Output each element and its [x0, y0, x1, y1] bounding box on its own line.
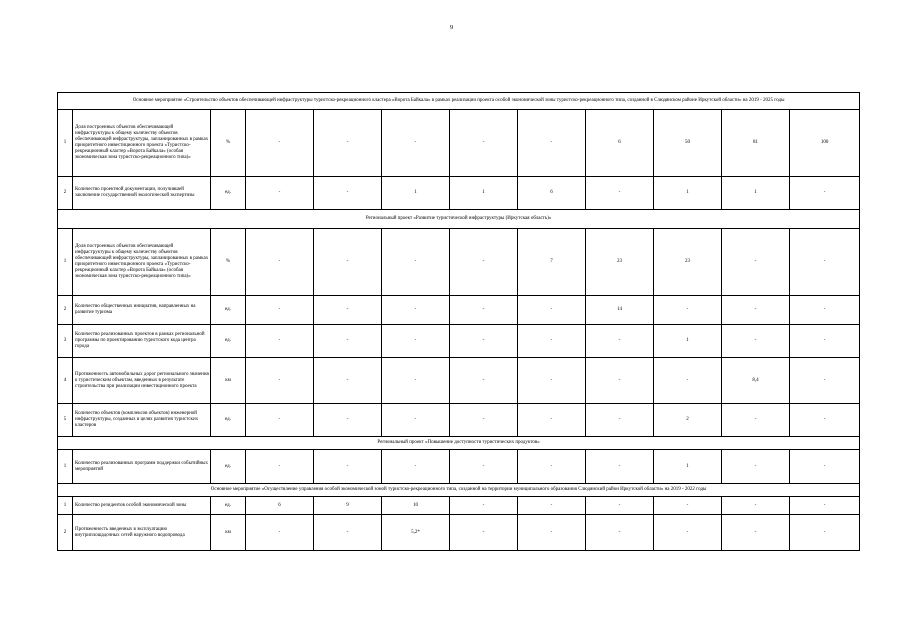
section-title: Региональный проект «Развитие туристической инфраструктуры (Иркутская область)»: [58, 210, 860, 229]
value-cell: -: [654, 515, 722, 551]
value-cell: 23: [586, 229, 654, 296]
value-cell: -: [722, 497, 790, 515]
row-number: 2: [58, 177, 73, 210]
section-title: Основное мероприятие «Осуществление управления особой экономической зоной туристско-рекреационного типа, созданной на территории муниципального образования Слюдянский район Иркутской области» на 2019 - 2022 годы: [58, 484, 860, 497]
value-cell: 14: [586, 296, 654, 325]
value-cell: -: [314, 515, 382, 551]
value-cell: -: [450, 325, 518, 358]
value-cell: -: [314, 325, 382, 358]
value-cell: -: [722, 325, 790, 358]
value-cell: -: [450, 450, 518, 484]
value-cell: -: [518, 110, 586, 177]
unit-cell: ед.: [211, 296, 246, 325]
value-cell: -: [790, 325, 860, 358]
indicator-name: Количество резидентов особой экономической зоны: [73, 497, 211, 515]
row-number: 3: [58, 325, 73, 358]
value-cell: -: [586, 497, 654, 515]
unit-cell: км: [211, 515, 246, 551]
value-cell: -: [450, 404, 518, 437]
unit-cell: ед.: [211, 177, 246, 210]
indicator-table: [57, 92, 860, 551]
value-cell: -: [518, 497, 586, 515]
table-row: [58, 177, 860, 210]
value-cell: 81: [722, 110, 790, 177]
indicator-name: Количество реализованных программ поддержки событийных мероприятий: [73, 450, 211, 484]
value-cell: 9: [314, 497, 382, 515]
value-cell: -: [586, 358, 654, 404]
section-header-row: [58, 484, 860, 497]
value-cell: -: [382, 229, 450, 296]
section-title: Региональный проект «Повышение доступности туристических продуктов»: [58, 437, 860, 450]
value-cell: -: [450, 497, 518, 515]
unit-cell: %: [211, 110, 246, 177]
value-cell: 7: [518, 229, 586, 296]
value-cell: -: [790, 515, 860, 551]
value-cell: -: [722, 296, 790, 325]
indicator-name: Протяженность автомобильных дорог регионального значения к туристическим объектам, введенных в результате строительства при реализации инвестиционного проекта: [73, 358, 211, 404]
value-cell: -: [654, 296, 722, 325]
indicator-name: Количество общественных инициатив, направленных на развитие туризма: [73, 296, 211, 325]
table-row: [58, 358, 860, 404]
row-number: 5: [58, 404, 73, 437]
value-cell: -: [586, 404, 654, 437]
table-row: [58, 296, 860, 325]
table-row: [58, 229, 860, 296]
value-cell: -: [314, 110, 382, 177]
value-cell: -: [246, 177, 314, 210]
unit-cell: ед.: [211, 450, 246, 484]
value-cell: -: [246, 450, 314, 484]
value-cell: -: [518, 450, 586, 484]
value-cell: -: [586, 325, 654, 358]
indicator-name: Количество проектной документации, получившей заключение государственной экологической экспертизы: [73, 177, 211, 210]
unit-cell: ед.: [211, 325, 246, 358]
value-cell: 5,2*: [382, 515, 450, 551]
table-row: [58, 325, 860, 358]
table-row: [58, 110, 860, 177]
value-cell: -: [314, 296, 382, 325]
value-cell: 1: [450, 177, 518, 210]
value-cell: -: [518, 404, 586, 437]
value-cell: -: [246, 358, 314, 404]
value-cell: -: [790, 177, 860, 210]
row-number: 2: [58, 296, 73, 325]
value-cell: -: [722, 229, 790, 296]
value-cell: -: [790, 358, 860, 404]
value-cell: 1: [654, 325, 722, 358]
value-cell: -: [518, 325, 586, 358]
unit-cell: ед.: [211, 404, 246, 437]
value-cell: -: [790, 450, 860, 484]
value-cell: 6: [586, 110, 654, 177]
value-cell: -: [314, 229, 382, 296]
value-cell: 1: [382, 177, 450, 210]
value-cell: -: [722, 404, 790, 437]
value-cell: -: [450, 110, 518, 177]
value-cell: 6: [518, 177, 586, 210]
section-title: Основное мероприятие «Строительство объектов обеспечивающей инфраструктуры туристско-рекреационного кластера «Ворота Байкала» в рамках реализации проекта особой экономической зоны туристско-рекреационного типа, созданной в Слюдянском районе Иркутской области» на 2019 - 2025 годы: [58, 93, 860, 110]
value-cell: -: [382, 296, 450, 325]
row-number: 1: [58, 110, 73, 177]
value-cell: -: [654, 497, 722, 515]
value-cell: 6: [246, 497, 314, 515]
value-cell: -: [246, 404, 314, 437]
value-cell: -: [314, 177, 382, 210]
value-cell: -: [382, 450, 450, 484]
value-cell: -: [382, 404, 450, 437]
value-cell: -: [382, 325, 450, 358]
indicator-name: Количество реализованных проектов в рамках региональной программы по проектированию туристского кода центра города: [73, 325, 211, 358]
value-cell: -: [314, 358, 382, 404]
value-cell: 1: [654, 177, 722, 210]
value-cell: 23: [654, 229, 722, 296]
table-row: [58, 404, 860, 437]
value-cell: -: [246, 515, 314, 551]
row-number: 1: [58, 450, 73, 484]
value-cell: -: [314, 450, 382, 484]
value-cell: -: [586, 450, 654, 484]
value-cell: -: [246, 296, 314, 325]
value-cell: -: [518, 358, 586, 404]
section-header-row: [58, 210, 860, 229]
value-cell: 10: [382, 497, 450, 515]
value-cell: -: [450, 229, 518, 296]
value-cell: -: [450, 296, 518, 325]
value-cell: -: [722, 515, 790, 551]
value-cell: 50: [654, 110, 722, 177]
section-header-row: [58, 437, 860, 450]
value-cell: -: [246, 325, 314, 358]
indicator-name: Доля построенных объектов обеспечивающей инфраструктуры к общему количеству объектов обеспечивающей инфраструктуры, запланированных в рамках приоритетного инвестиционного проекта «Туристско-рекреационный кластер «Ворота Байкала» (особая экономическая зона туристско-рекреационного типа)»: [73, 110, 211, 177]
value-cell: -: [382, 110, 450, 177]
indicator-name: Доля построенных объектов обеспечивающей инфраструктуры к общему количеству объектов обеспечивающей инфраструктуры, запланированных в рамках приоритетного инвестиционного проекта «Туристско-рекреационный кластер «Ворота Байкала» (особая экономическая зона туристско-рекреационного типа)»: [73, 229, 211, 296]
indicator-name: Протяженность введенных в эксплуатацию внутриплощадочных сетей наружного водопровода: [73, 515, 211, 551]
value-cell: 8,4: [722, 358, 790, 404]
table-row: [58, 515, 860, 551]
value-cell: -: [518, 515, 586, 551]
value-cell: 1: [654, 450, 722, 484]
value-cell: -: [450, 358, 518, 404]
value-cell: -: [518, 296, 586, 325]
table-row: [58, 450, 860, 484]
value-cell: -: [790, 229, 860, 296]
value-cell: -: [790, 296, 860, 325]
unit-cell: ед.: [211, 497, 246, 515]
value-cell: 2: [654, 404, 722, 437]
value-cell: -: [246, 110, 314, 177]
value-cell: -: [654, 358, 722, 404]
value-cell: -: [790, 497, 860, 515]
table-row: [58, 497, 860, 515]
value-cell: -: [790, 404, 860, 437]
value-cell: -: [586, 177, 654, 210]
unit-cell: км: [211, 358, 246, 404]
value-cell: -: [722, 450, 790, 484]
page-number: 9: [449, 24, 454, 31]
unit-cell: %: [211, 229, 246, 296]
value-cell: -: [382, 358, 450, 404]
value-cell: 1: [722, 177, 790, 210]
value-cell: -: [246, 229, 314, 296]
value-cell: -: [314, 404, 382, 437]
row-number: 1: [58, 497, 73, 515]
value-cell: -: [586, 515, 654, 551]
value-cell: -: [450, 515, 518, 551]
row-number: 1: [58, 229, 73, 296]
row-number: 4: [58, 358, 73, 404]
value-cell: 100: [790, 110, 860, 177]
section-header-row: [58, 93, 860, 110]
row-number: 2: [58, 515, 73, 551]
indicator-name: Количество объектов (комплексов объектов) инженерной инфраструктуры, созданных в целях развития туристских кластеров: [73, 404, 211, 437]
